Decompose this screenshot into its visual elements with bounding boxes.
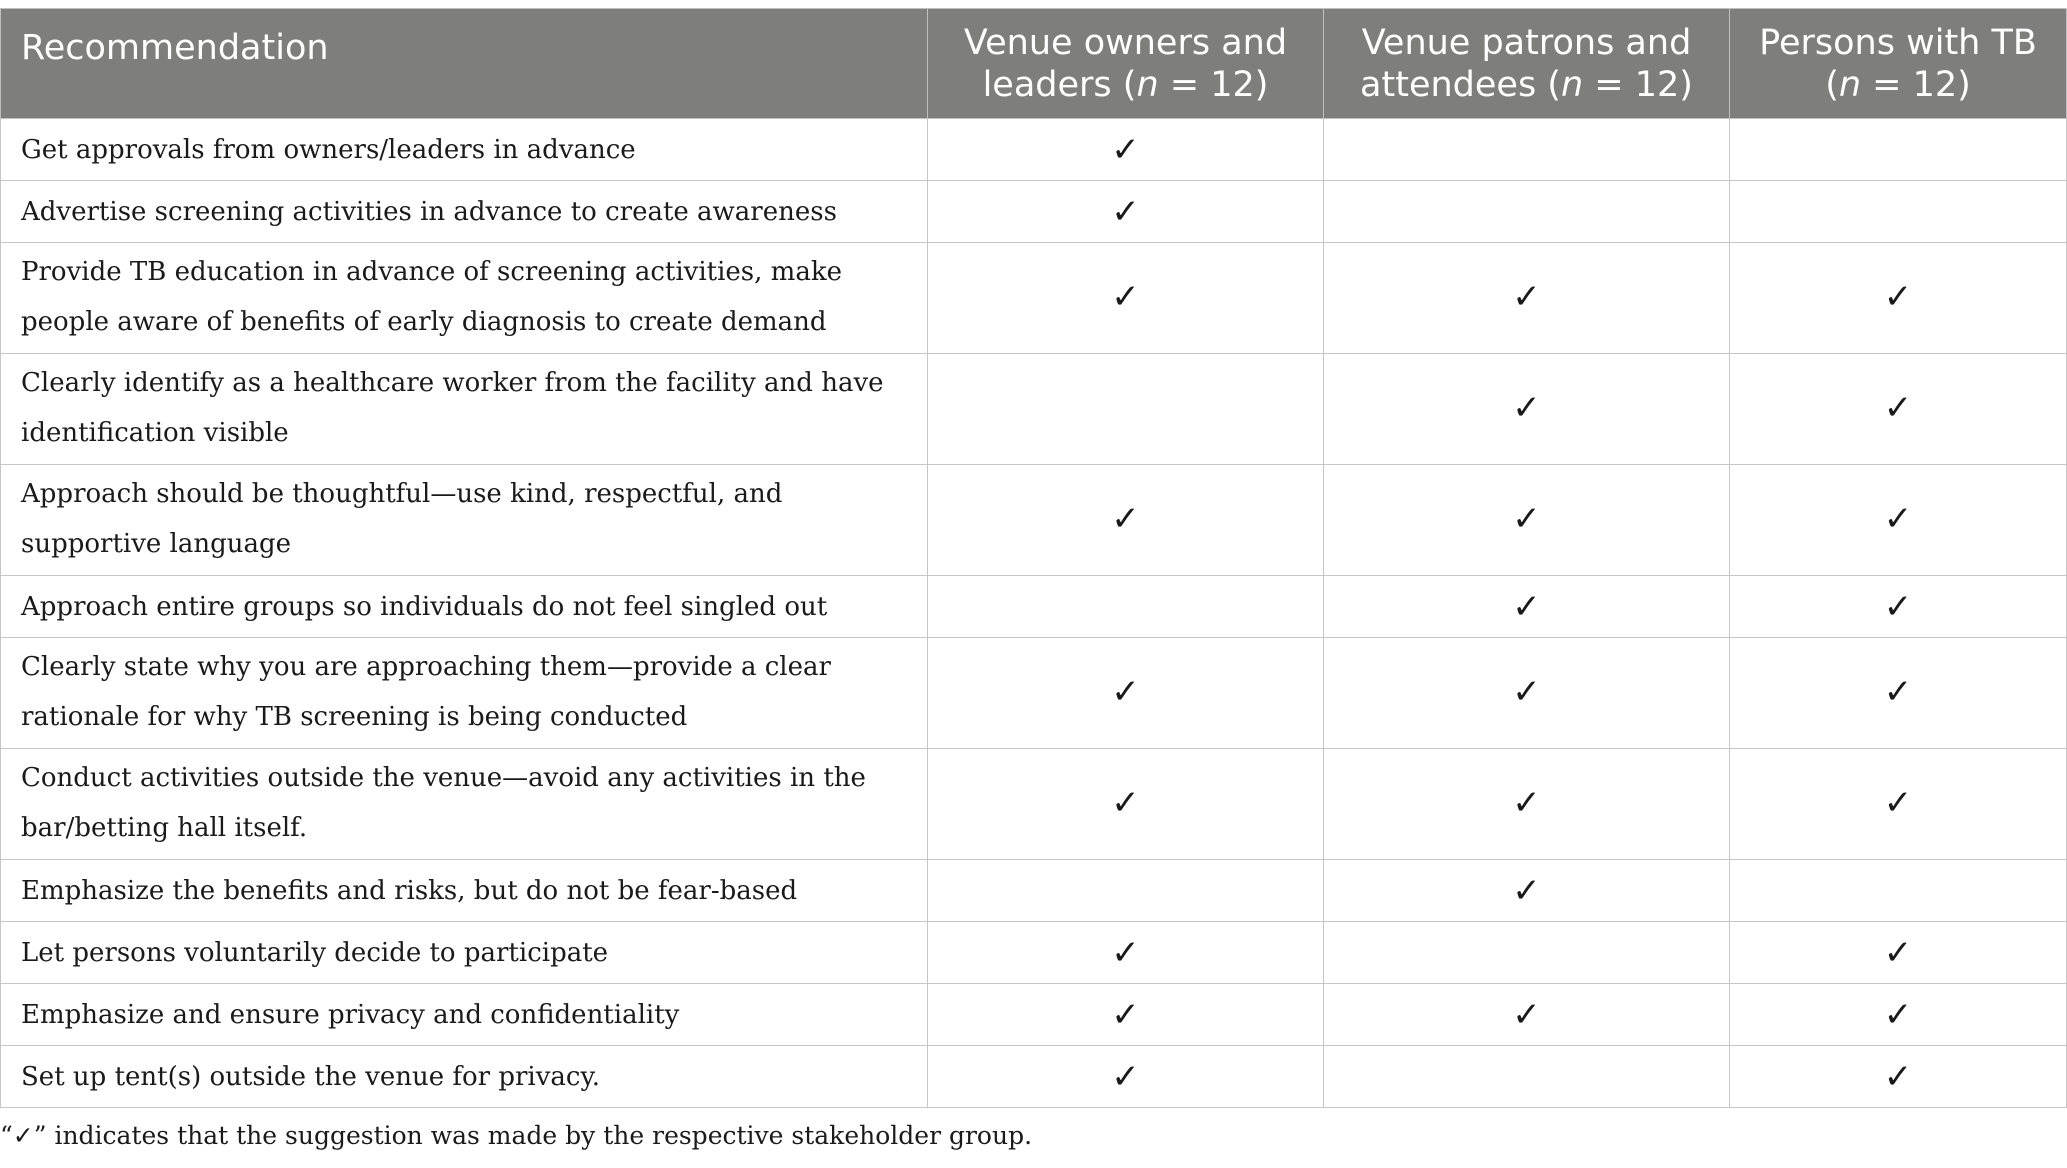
tb-check-cell: ✓ [1730, 922, 2067, 984]
patrons-check-cell: ✓ [1324, 638, 1730, 749]
table-row [1, 576, 2067, 638]
owners-check-cell: ✓ [928, 465, 1324, 576]
owners-check-cell: ✓ [928, 749, 1324, 860]
table-row [1, 638, 2067, 749]
table-row [1, 749, 2067, 860]
table-row [1, 354, 2067, 465]
tb-check-cell: ✓ [1730, 465, 2067, 576]
tb-check-cell: ✓ [1730, 1046, 2067, 1108]
owners-check-cell [928, 860, 1324, 922]
patrons-check-cell [1324, 181, 1730, 243]
patrons-check-cell: ✓ [1324, 243, 1730, 354]
owners-check-cell: ✓ [928, 922, 1324, 984]
header-owners-line1: Venue owners and [963, 22, 1288, 63]
header-patrons-line2: attendees ( [1360, 64, 1561, 105]
tb-check-cell [1730, 860, 2067, 922]
header-venue-patrons [1324, 9, 1730, 119]
table-footnote: “✓” indicates that the suggestion was made by the respective stakeholder group. [0, 1121, 1033, 1150]
header-tb-count: = 12) [1861, 64, 1971, 105]
tb-check-cell: ✓ [1730, 749, 2067, 860]
tb-check-cell: ✓ [1730, 243, 2067, 354]
header-tb-line2: ( [1825, 64, 1839, 105]
owners-check-cell [928, 354, 1324, 465]
patrons-check-cell [1324, 922, 1730, 984]
tb-check-cell: ✓ [1730, 354, 2067, 465]
owners-check-cell [928, 576, 1324, 638]
patrons-check-cell: ✓ [1324, 860, 1730, 922]
owners-check-cell: ✓ [928, 1046, 1324, 1108]
table-row [1, 1046, 2067, 1108]
patrons-check-cell: ✓ [1324, 465, 1730, 576]
owners-check-cell: ✓ [928, 638, 1324, 749]
recommendation-cell: Advertise screening activities in advance to create awareness [1, 181, 928, 243]
recommendation-cell: Clearly state why you are approaching them—provide a clear rationale for why TB screening is being conducted [1, 638, 928, 749]
owners-check-cell: ✓ [928, 181, 1324, 243]
header-owners-line2: leaders ( [982, 64, 1137, 105]
recommendation-cell: Emphasize the benefits and risks, but do not be fear-based [1, 860, 928, 922]
recommendation-cell: Emphasize and ensure privacy and confidentiality [1, 984, 928, 1046]
patrons-check-cell: ✓ [1324, 576, 1730, 638]
header-persons-with-tb [1730, 9, 2067, 119]
tb-check-cell [1730, 181, 2067, 243]
header-tb-line1: Persons with TB [1759, 22, 2037, 63]
recommendations-table [0, 8, 2067, 1108]
header-patrons-line1: Venue patrons and [1361, 22, 1692, 63]
patrons-check-cell [1324, 1046, 1730, 1108]
recommendations-table-container [0, 8, 2067, 1108]
header-patrons-count: = 12) [1583, 64, 1693, 105]
recommendation-cell: Approach entire groups so individuals do not feel singled out [1, 576, 928, 638]
patrons-check-cell: ✓ [1324, 354, 1730, 465]
recommendation-cell: Get approvals from owners/leaders in advance [1, 119, 928, 181]
header-owners-count: = 12) [1158, 64, 1269, 105]
header-venue-owners [928, 9, 1324, 119]
table-row [1, 465, 2067, 576]
table-header-row [1, 9, 2067, 119]
owners-check-cell: ✓ [928, 243, 1324, 354]
tb-check-cell [1730, 119, 2067, 181]
header-recommendation: Recommendation [1, 9, 928, 119]
tb-check-cell: ✓ [1730, 638, 2067, 749]
header-patrons-n: n [1560, 64, 1584, 105]
table-row [1, 984, 2067, 1046]
table-row [1, 181, 2067, 243]
table-row [1, 922, 2067, 984]
recommendation-cell: Set up tent(s) outside the venue for privacy. [1, 1046, 928, 1108]
tb-check-cell: ✓ [1730, 576, 2067, 638]
header-owners-n: n [1136, 64, 1159, 105]
recommendation-cell: Provide TB education in advance of screening activities, make people aware of benefits of early diagnosis to create demand [1, 243, 928, 354]
owners-check-cell: ✓ [928, 984, 1324, 1046]
recommendation-cell: Clearly identify as a healthcare worker from the facility and have identification visible [1, 354, 928, 465]
header-tb-n: n [1838, 64, 1862, 105]
patrons-check-cell: ✓ [1324, 984, 1730, 1046]
table-row [1, 119, 2067, 181]
recommendation-cell: Let persons voluntarily decide to participate [1, 922, 928, 984]
recommendation-cell: Approach should be thoughtful—use kind, respectful, and supportive language [1, 465, 928, 576]
patrons-check-cell: ✓ [1324, 749, 1730, 860]
patrons-check-cell [1324, 119, 1730, 181]
owners-check-cell: ✓ [928, 119, 1324, 181]
tb-check-cell: ✓ [1730, 984, 2067, 1046]
table-row [1, 860, 2067, 922]
recommendation-cell: Conduct activities outside the venue—avoid any activities in the bar/betting hall itself. [1, 749, 928, 860]
table-row [1, 243, 2067, 354]
